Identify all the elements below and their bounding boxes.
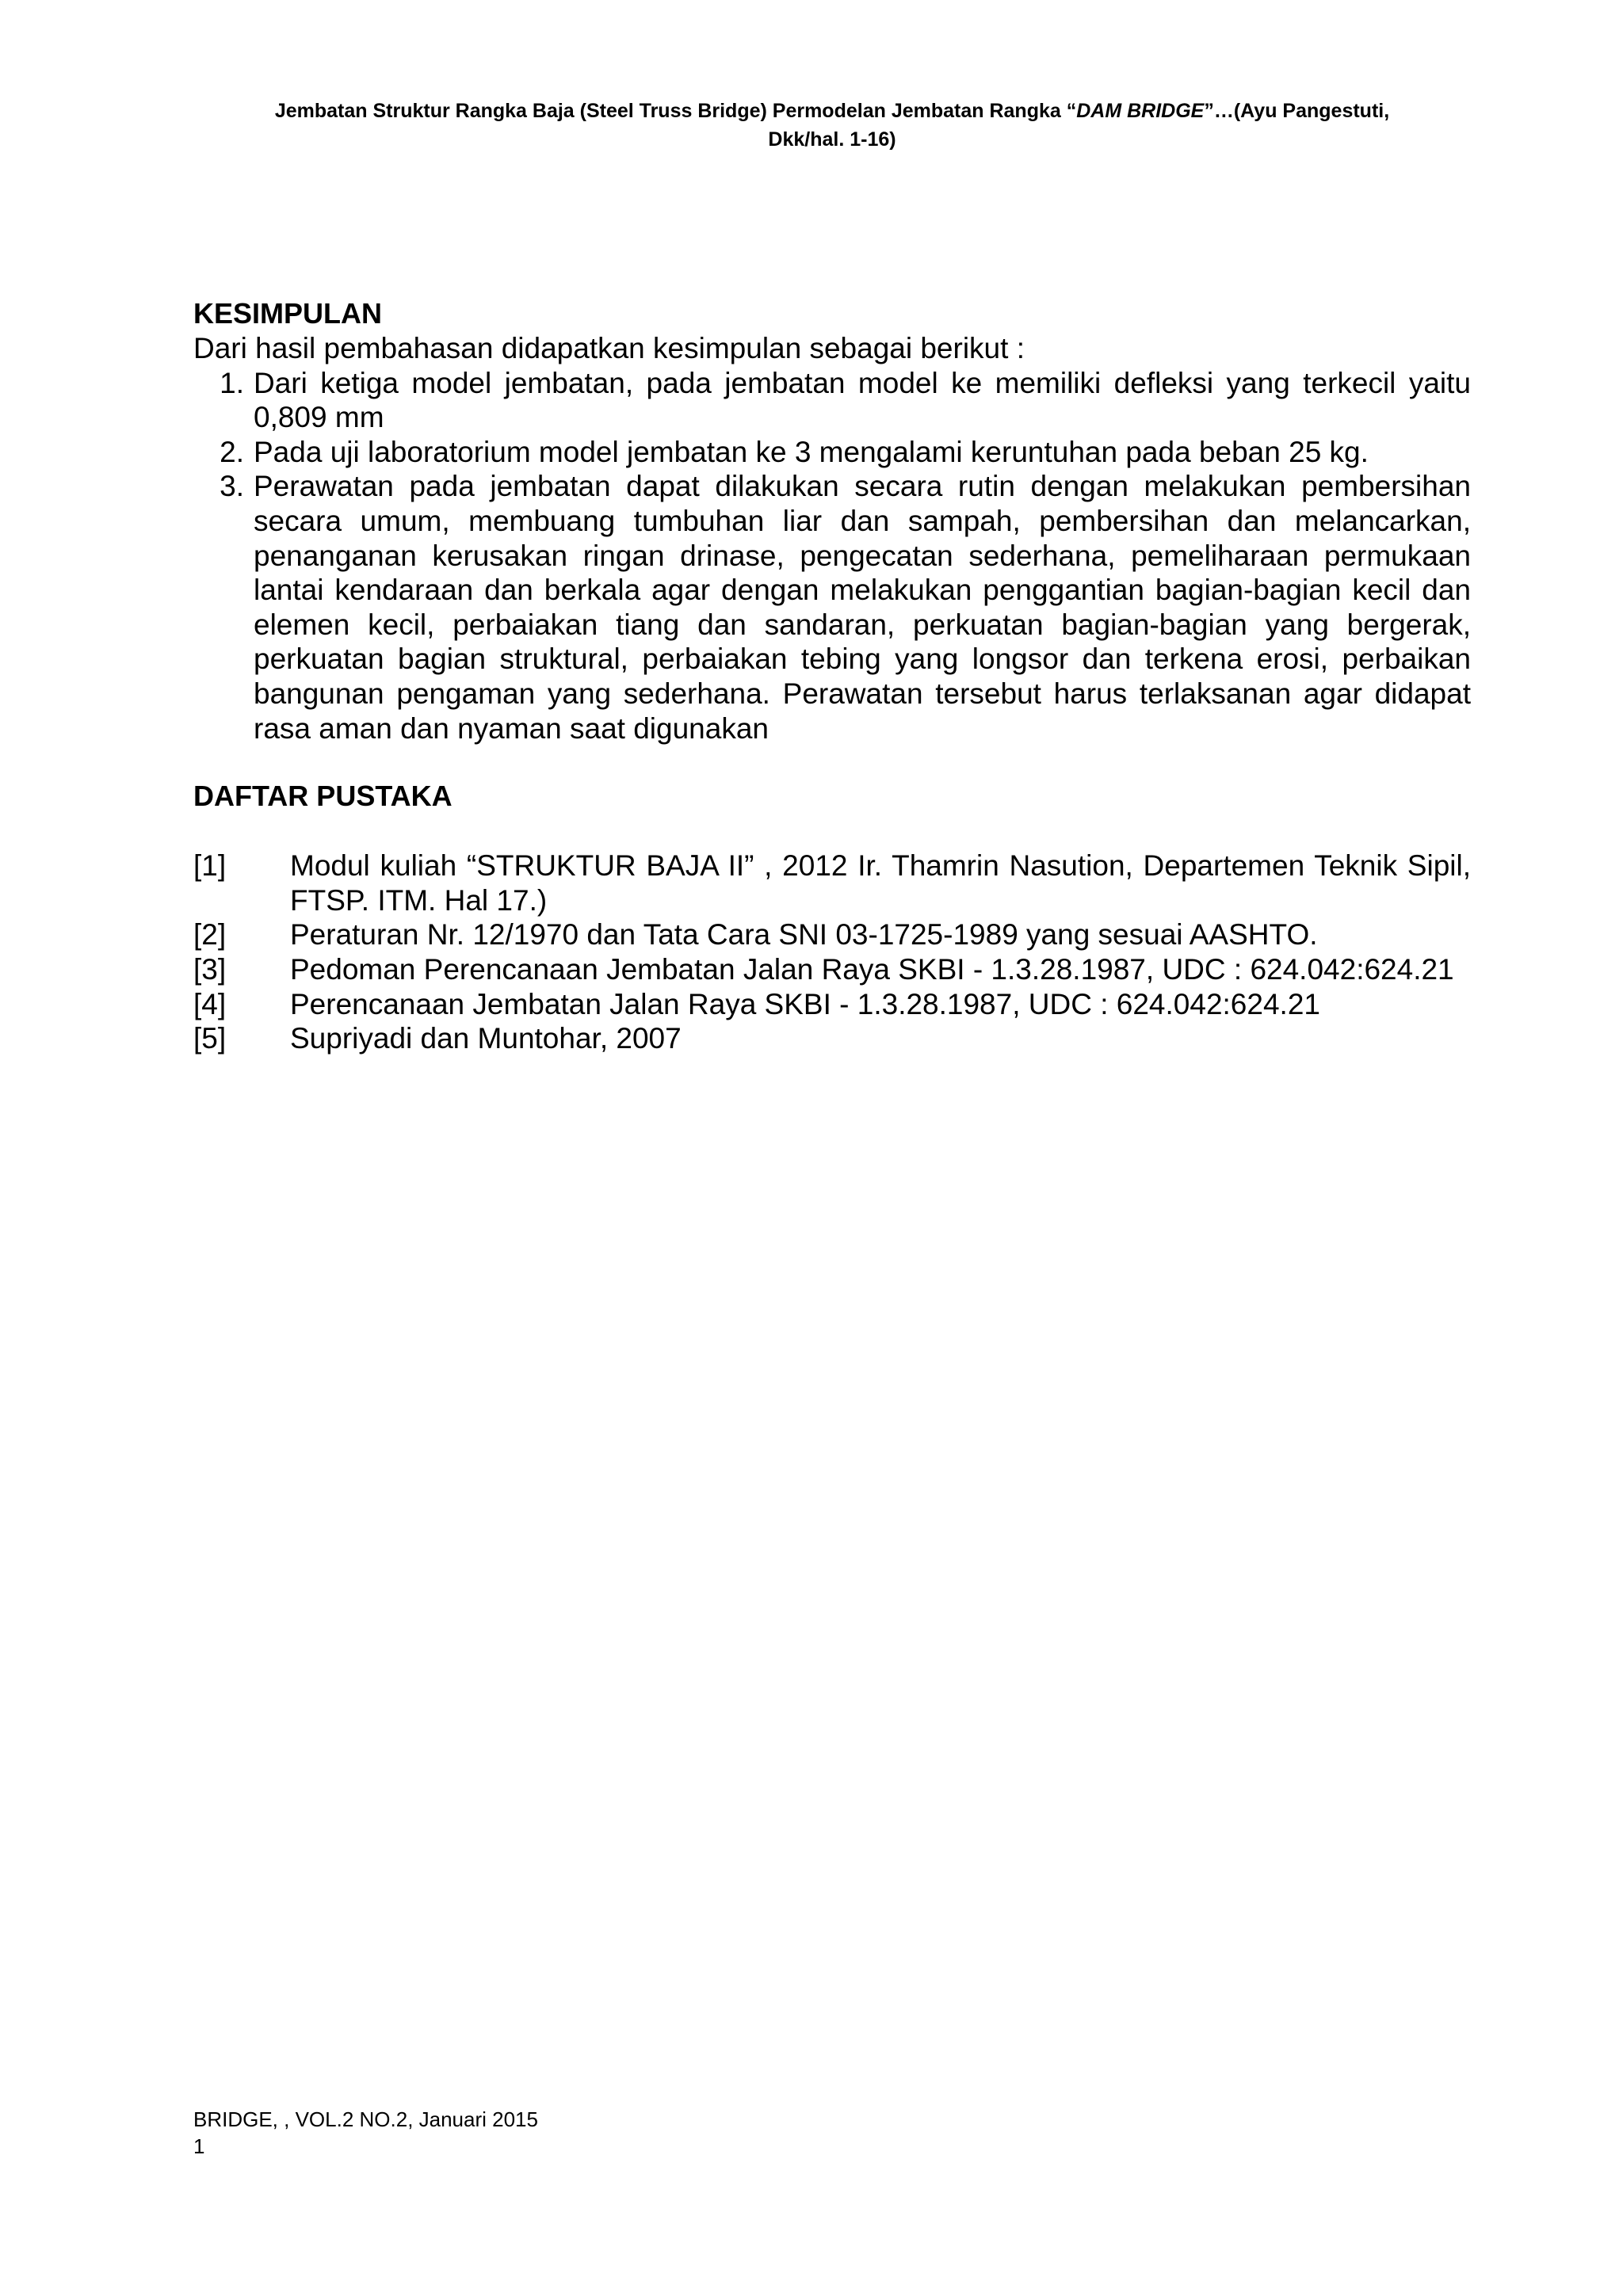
reference-number: [2]	[193, 918, 227, 952]
reference-text: Peraturan Nr. 12/1970 dan Tata Cara SNI 03-1725-1989 yang sesuai AASHTO.	[290, 918, 1318, 952]
reference-number: [1]	[193, 849, 227, 883]
list-item-number: 3.	[220, 470, 244, 503]
reference-text: Pedoman Perencanaan Jembatan Jalan Raya SKBI - 1.3.28.1987, UDC : 624.042:624.21	[290, 952, 1454, 986]
list-item-number: 2.	[220, 435, 244, 468]
reference-item	[193, 1021, 1471, 1056]
reference-text: Supriyadi dan Muntohar, 2007	[290, 1022, 682, 1055]
reference-number: [4]	[193, 987, 227, 1020]
reference-number: [3]	[193, 952, 227, 986]
reference-number: [5]	[193, 1022, 227, 1055]
kesimpulan-list	[193, 366, 1471, 746]
reference-item	[193, 987, 1471, 1022]
list-item-number: 1.	[220, 366, 244, 399]
list-item	[193, 435, 1471, 470]
reference-item	[193, 917, 1471, 952]
kesimpulan-intro: Dari hasil pembahasan didapatkan kesimpulan sebagai berikut :	[193, 332, 1025, 364]
list-item-text: Perawatan pada jembatan dapat dilakukan secara rutin dengan melakukan pembersihan secara umum, membuang tumbuhan liar dan sampah, pembersihan dan melancarkan, penanganan kerusakan ringan drinase, pengecatan sederhana, pemeliharaan permukaan lantai kendaraan dan berkala agar dengan melakukan penggantian bagian-bagian kecil dan elemen kecil, perbaiakan tiang dan sandaran, perkuatan bagian-bagian yang bergerak, perkuatan bagian struktural, perbaiakan tebing yang longsor dan terkena erosi, perbaikan bangunan pengaman yang sederhana. Perawatan tersebut harus terlaksanan agar didapat rasa aman dan nyaman saat digunakan	[254, 470, 1471, 745]
running-header-text: Jembatan Struktur Rangka Baja (Steel Truss Bridge) Permodelan Jembatan Rangka “	[274, 100, 1077, 122]
footer-journal: BRIDGE, , VOL.2 NO.2, Januari 2015	[193, 2107, 538, 2131]
reference-text: Modul kuliah “STRUKTUR BAJA II” , 2012 Ir. Thamrin Nasution, Departemen Teknik Sipil, FTSP. ITM. Hal 17.)	[290, 849, 1471, 917]
list-item	[193, 366, 1471, 435]
reference-text: Perencanaan Jembatan Jalan Raya SKBI - 1.3.28.1987, UDC : 624.042:624.21	[290, 987, 1320, 1020]
kesimpulan-heading: KESIMPULAN	[193, 297, 383, 330]
daftar-pustaka-heading: DAFTAR PUSTAKA	[193, 780, 453, 813]
page-body	[193, 296, 1471, 1056]
running-header	[190, 97, 1474, 154]
reference-item	[193, 849, 1471, 917]
list-item-text: Dari ketiga model jembatan, pada jembatan model ke memiliki defleksi yang terkecil yaitu 0,809 mm	[254, 366, 1471, 434]
page-footer	[193, 2106, 538, 2160]
list-item	[193, 469, 1471, 746]
reference-list	[193, 849, 1471, 1056]
reference-item	[193, 952, 1471, 987]
running-header-line-1	[190, 97, 1474, 125]
running-header-text-after: ”…(Ayu Pangestuti,	[1204, 100, 1390, 122]
running-header-emphasis: DAM BRIDGE	[1076, 100, 1205, 122]
footer-page-number: 1	[193, 2134, 205, 2158]
list-item-text: Pada uji laboratorium model jembatan ke 3 mengalami keruntuhan pada beban 25 kg.	[254, 435, 1369, 468]
running-header-line-2: Dkk/hal. 1-16)	[768, 128, 896, 151]
